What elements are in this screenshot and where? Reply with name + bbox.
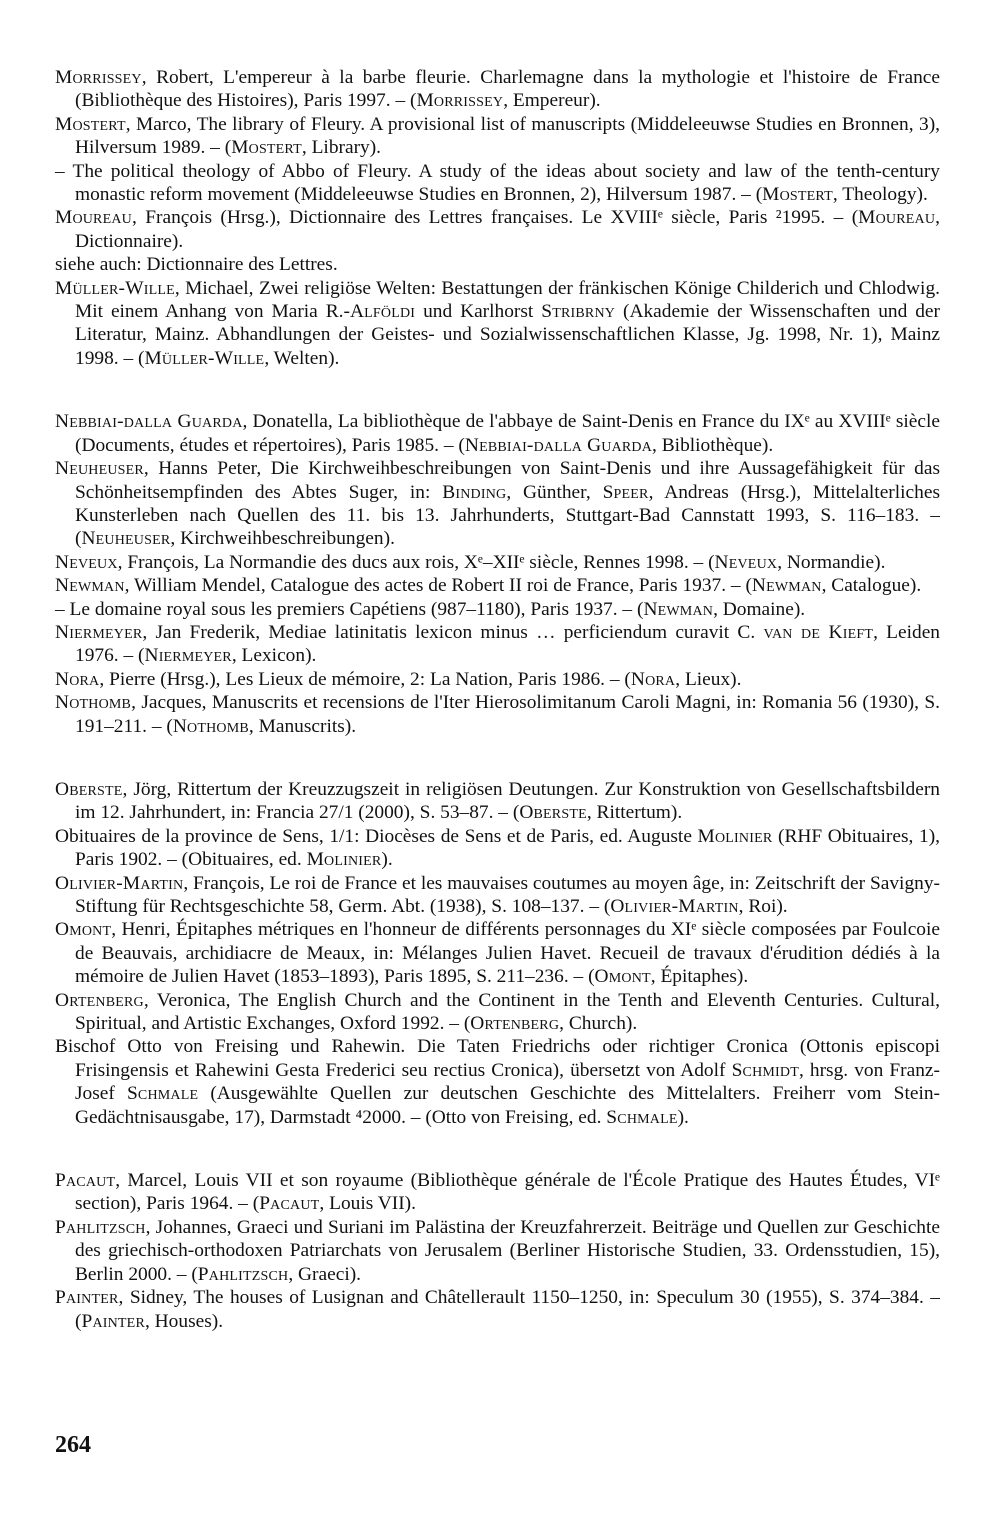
entry-text: , hrsg. von Franz-Josef [75,1059,941,1105]
entry-text: , Jan Frederik, Mediae latinitatis lexicon minus … perficiendum curavit C. [142,621,764,643]
author-name: Neuheuser [55,458,144,480]
entry-text: , Leiden 1976. – ( [75,621,941,667]
section-gap [55,738,940,778]
author-name: Pahlitzsch [55,1216,146,1238]
entry-text: , Lieux). [675,668,742,690]
entry-text: und Karlhorst [415,301,542,323]
bibliography-entry [55,410,940,457]
author-name: Morrissey [416,90,504,112]
author-name: Nothomb [55,692,132,714]
bibliography-entry [55,872,940,919]
bibliography-entry [55,778,940,825]
entry-text: , Theology). [832,184,928,206]
bibliography-entry [55,574,940,597]
author-name: Oberste [55,778,123,800]
author-name: Pahlitzsch [197,1263,289,1285]
entry-text: , Donatella, La bibliothèque de l'abbaye de Saint-Denis en France du IXᵉ au XVIIIᵉ siècle (Documents, études et répertoires), Paris 1985. – ( [75,411,940,456]
entry-text: , Kirchweihbeschreibungen). [170,528,395,550]
author-name: Painter [81,1310,145,1332]
bibliography-entry [55,598,940,621]
entry-text: , Henri, Épitaphes métriques en l'honneur de différents personnages du XIᵉ siècle composées par Foulcoie de Beauvais, archidiacre de Meaux, in: Mélanges Julien Havet. Recueil de travaux d'érudition dédiés à la mémoire de Julien Havet (1853–1893), Paris 1895, S. 211–236. – ( [75,919,940,988]
bibliography-entry [55,918,940,988]
entry-text: , Hanns Peter, Die Kirchweihbeschreibungen von Saint-Denis und ihre Aussagefähigkeit für das Schönheitsempfinden des Abtes Suger, in: [75,458,940,503]
author-name: Moureau [858,207,936,229]
author-name: Müller-Wille [55,277,175,299]
entry-text: , Graeci). [288,1263,362,1285]
entry-text: , Andreas (Hrsg.), Mittelalterliches Kunsterleben nach Quellen des 11. bis 13. Jahrhunderts, Stuttgart-Bad Cannstatt 1993, S. 116–183. – ( [75,481,940,550]
entry-text: Bischof Otto von Freising und Rahewin. Die Taten Friedrichs oder richtiger Cronica (Ottonis episcopi Frisingensis et Rahewini Gesta Frederici seu rectius Cronica), übersetzt von Adolf [55,1036,940,1081]
author-name: Pacaut [55,1170,116,1192]
author-name: Omont [594,966,651,988]
section-gap [55,370,940,410]
author-name: Schmale [606,1106,678,1128]
bibliography-entry [55,457,940,551]
entry-text: , Sidney, The houses of Lusignan and Châtellerault 1150–1250, in: Speculum 30 (1955), S. 374–384. – ( [75,1287,940,1332]
author-name: Stribrny [541,301,616,323]
entry-text: – The political theology of Abbo of Fleury. A study of the ideas about society and law of the tenth-century monastic reform movement (Middeleeuwse Studies en Bronnen, 2), Hilversum 1987. – ( [55,160,940,206]
author-name: Molinier [697,825,773,847]
bibliography-entry [55,1286,940,1333]
entry-text: , Welten). [264,347,340,369]
author-name: Alföldi [349,301,416,323]
entry-text: , Normandie). [777,551,886,573]
entry-text: (Ausgewählte Quellen zur deutschen Geschichte des Mittelalters. Freiherr vom Stein-Gedächtnisausgabe, 17), Darmstadt ⁴2000. – (Otto von Freising, ed. [75,1083,941,1128]
bibliography-entry [55,621,940,668]
author-name: Omont [55,919,112,941]
bibliography-entry [55,825,940,872]
author-name: Oberste [519,802,587,824]
entry-text: Obituaires de la province de Sens, 1/1: Diocèses de Sens et de Paris, ed. Auguste [55,825,698,847]
entry-text: , Johannes, Graeci und Suriani im Palästina der Kreuzfahrerzeit. Beiträge und Quellen zur Geschichte des griechisch-orthodoxen Patriarchats von Jerusalem (Berliner Historische Studien, 33. Ordensstudien, 15), Berlin 2000. – ( [75,1216,940,1285]
author-name: Newman [643,598,714,620]
entry-text: , Günther, [506,481,603,503]
author-name: Morrissey [55,67,142,88]
entry-text: – Le domaine royal sous les premiers Capétiens (987–1180), Paris 1937. – ( [55,598,644,620]
author-name: Neuheuser [81,528,171,550]
entry-text: , François (Hrsg.), Dictionnaire des Lettres françaises. Le XVIIIᵉ siècle, Paris ²1995. – ( [131,207,859,229]
author-name: Olivier-Martin [610,896,739,917]
bibliography-entry [55,551,940,574]
author-name: Newman [751,575,822,597]
bibliography-entry [55,66,940,113]
author-name: Neveux [714,551,778,573]
entry-text: , Jacques, Manuscrits et recensions de l'Iter Hierosolimitanum Caroli Magni, in: Romania 56 (1930), S. 191–211. – ( [75,692,940,737]
entry-text: , Domaine). [713,598,806,620]
entry-text: , François, Le roi de France et les mauvaises coutumes au moyen âge, in: Zeitschrift der Savigny-Stiftung für Rechtsgeschichte 58, Germ. Abt. (1938), S. 108–137. – ( [75,872,940,917]
author-name: Pacaut [259,1193,320,1215]
author-name: Nora [55,668,100,690]
section-gap [55,1129,940,1169]
entry-text: , William Mendel, Catalogue des actes de Robert II roi de France, Paris 1937. – ( [124,575,752,597]
author-name: Schmidt [731,1059,799,1081]
entry-text: , Marcel, Louis VII et son royaume (Bibliothèque générale de l'École Pratique des Hautes Études, VIᵉ section), Paris 1964. – ( [75,1170,940,1215]
entry-text: , Houses). [144,1310,224,1332]
bibliography-list [55,66,940,1333]
entry-text: , Dictionnaire). [75,207,940,252]
entry-text: , Marco, The library of Fleury. A provisional list of manuscripts (Middeleeuwse Studies en Bronnen, 3), Hilversum 1989. – ( [75,113,940,159]
author-name: Newman [55,575,125,597]
entry-text: , Roi). [738,896,788,917]
entry-text: , François, La Normandie des ducs aux rois, Xᵉ–XIIᵉ siècle, Rennes 1998. – ( [117,551,715,573]
bibliography-entry [55,691,940,738]
author-name: Nora [630,668,676,690]
author-name: Nebbiai-dalla Guarda [464,434,653,456]
entry-text: , Lexicon). [231,645,317,667]
entry-text: , Louis VII). [319,1193,416,1215]
entry-text: , Church). [559,1013,638,1035]
author-name: Speer [602,481,649,503]
entry-text: , Catalogue). [821,575,922,597]
entry-text: , Rittertum). [586,802,683,824]
bibliography-entry [55,277,940,371]
author-name: Ortenberg [55,989,144,1011]
author-name: Schmale [126,1083,199,1105]
entry-text: , Empereur). [503,90,601,112]
bibliography-entry [55,1035,940,1129]
bibliography-entry [55,206,940,253]
author-name: Nothomb [172,715,249,737]
author-name: Painter [55,1287,119,1309]
entry-text: (RHF Obituaires, 1), Paris 1902. – (Obituaires, ed. [75,825,940,871]
author-name: Moureau [55,207,132,229]
entry-text: , Michael, Zwei religiöse Welten: Bestattungen der fränkischen Könige Childerich und Chlodwig. Mit einem Anhang von Maria R.- [75,277,940,323]
author-name: Mostert [55,113,126,135]
entry-text: , Bibliothèque). [652,434,774,456]
entry-text: , Robert, L'empereur à la barbe fleurie. Charlemagne dans la mythologie et l'histoire de France (Bibliothèque des Histoires), Paris 1997. – ( [75,67,940,112]
author-name: Olivier-Martin [55,872,184,894]
bibliography-entry [55,113,940,160]
entry-text: ). [677,1106,689,1128]
bibliography-entry [55,668,940,691]
page-number: 264 [55,1432,91,1458]
entry-text: , Veronica, The English Church and the Continent in the Tenth and Eleventh Centuries. Cultural, Spiritual, and Artistic Exchanges, Oxford 1992. – ( [75,989,940,1035]
author-name: Mostert [231,137,302,159]
author-name: Niermeyer [55,621,143,643]
bibliography-entry [55,1169,940,1216]
author-name: Müller-Wille [144,347,265,369]
bibliography-entry [55,1216,940,1286]
bibliography-entry [55,160,940,207]
author-name: Niermeyer [144,645,232,667]
author-name: Mostert [762,184,833,206]
entry-text: siehe auch: Dictionnaire des Lettres. [55,254,338,276]
entry-text: , Manuscrits). [248,715,357,737]
author-name: van de Kieft [763,621,874,643]
bibliography-entry [55,989,940,1036]
author-name: Ortenberg [470,1013,560,1035]
entry-text: , Pierre (Hrsg.), Les Lieux de mémoire, 2: La Nation, Paris 1986. – ( [99,668,631,690]
author-name: Neveux [55,551,118,573]
author-name: Binding [442,481,507,503]
entry-text: (Akademie der Wissenschaften und der Literatur, Mainz. Abhandlungen der Geistes- und Sozialwissenschaftlichen Klasse, Jg. 1998, Nr. 1), Mainz 1998. – ( [75,301,940,369]
entry-text: ). [381,849,393,871]
entry-text: , Épitaphes). [650,966,749,988]
entry-text: , Jörg, Rittertum der Kreuzzugszeit in religiösen Deutungen. Zur Konstruktion von Gesellschaftsbildern im 12. Jahrhundert, in: Francia 27/1 (2000), S. 53–87. – ( [75,778,940,824]
bibliography-entry [55,253,940,276]
author-name: Nebbiai-dalla Guarda [55,411,243,433]
author-name: Molinier [306,849,382,871]
entry-text: , Library). [301,137,382,159]
